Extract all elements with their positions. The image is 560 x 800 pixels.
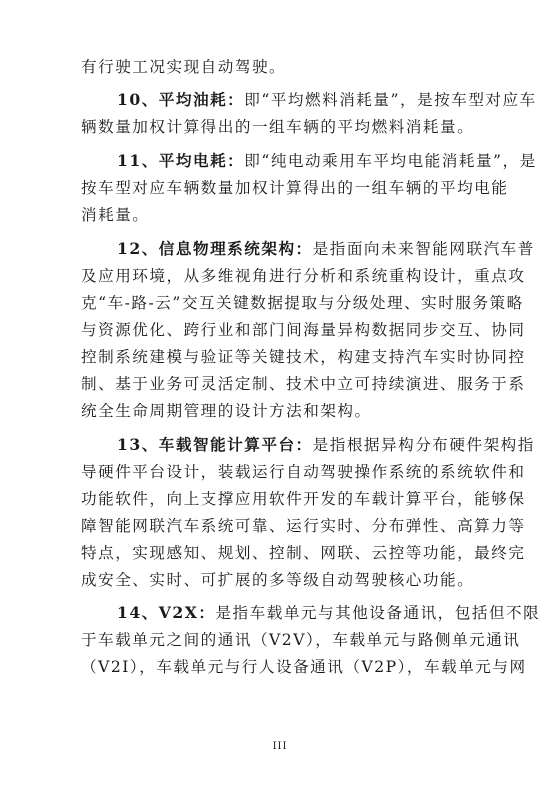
item-12-line bbox=[0, 401, 560, 421]
item-12-line bbox=[0, 320, 560, 340]
page-number: III bbox=[272, 741, 288, 752]
item-13-line bbox=[0, 462, 560, 482]
body-text: 及应用环境，从多维视角进行分析和系统重构设计，重点攻 bbox=[81, 267, 526, 285]
body-text: 障智能网联汽车系统可靠、运行实时、分布弹性、高算力等 bbox=[81, 517, 526, 535]
item-12-line bbox=[0, 374, 560, 394]
body-text: 有行驶工况实现自动驾驶。 bbox=[81, 58, 287, 76]
item-12-first-line bbox=[0, 239, 560, 259]
body-text: 成安全、实时、可扩展的多等级自动驾驶核心功能。 bbox=[81, 571, 475, 589]
body-text: 按车型对应车辆数量加权计算得出的一组车辆的平均电能 bbox=[81, 179, 509, 197]
body-text: 即“纯电动乘用车平均电能消耗量”，是 bbox=[244, 152, 537, 170]
term-title: 12、信息物理系统架构： bbox=[117, 239, 313, 258]
term-title: 13、车载智能计算平台： bbox=[117, 435, 313, 454]
term-title: 11、平均电耗： bbox=[117, 151, 245, 170]
item-12-line bbox=[0, 293, 560, 313]
intro-line bbox=[0, 57, 560, 77]
item-11-line bbox=[0, 178, 560, 198]
item-12-line bbox=[0, 266, 560, 286]
body-text: 与资源优化、跨行业和部门间海量异构数据同步交互、协同 bbox=[81, 321, 526, 339]
body-text: 控制系统建模与验证等关键技术，构建支持汽车实时协同控 bbox=[81, 348, 526, 366]
body-text: 于车载单元之间的通讯（V2V），车载单元与路侧单元通讯 bbox=[81, 631, 521, 649]
body-text: 制、基于业务可灵活定制、技术中立可持续演进、服务于系 bbox=[81, 375, 526, 393]
body-text: 是指根据异构分布硬件架构指 bbox=[312, 436, 535, 454]
item-13-line bbox=[0, 543, 560, 563]
item-14-line bbox=[0, 657, 560, 677]
item-11-line bbox=[0, 205, 560, 225]
term-title: 14、V2X： bbox=[117, 603, 216, 622]
body-text: 统全生命周期管理的设计方法和架构。 bbox=[81, 402, 372, 420]
item-12-line bbox=[0, 347, 560, 367]
item-11-first-line bbox=[0, 151, 560, 171]
item-14-line bbox=[0, 630, 560, 650]
item-13-line bbox=[0, 516, 560, 536]
body-text: 辆数量加权计算得出的一组车辆的平均燃料消耗量。 bbox=[81, 118, 475, 136]
body-text: 特点，实现感知、规划、控制、网联、云控等功能，最终完 bbox=[81, 544, 526, 562]
item-13-line bbox=[0, 489, 560, 509]
body-text: 是指面向未来智能网联汽车普 bbox=[312, 240, 535, 258]
body-text: 即“平均燃料消耗量”，是按车型对应车 bbox=[244, 91, 537, 109]
body-text: 功能软件，向上支撑应用软件开发的车载计算平台，能够保 bbox=[81, 490, 526, 508]
item-10-line bbox=[0, 117, 560, 137]
body-text: 克“车-路-云”交互关键数据提取与分级处理、实时服务策略 bbox=[81, 294, 524, 312]
item-10-first-line bbox=[0, 90, 560, 110]
item-13-line bbox=[0, 570, 560, 590]
body-text: 消耗量。 bbox=[81, 206, 150, 224]
body-text: （V2I），车载单元与行人设备通讯（V2P），车载单元与网 bbox=[81, 658, 527, 676]
item-13-first-line bbox=[0, 435, 560, 455]
body-text: 是指车载单元与其他设备通讯，包括但不限 bbox=[215, 604, 541, 622]
term-title: 10、平均油耗： bbox=[117, 90, 245, 109]
body-text: 导硬件平台设计，装载运行自动驾驶操作系统的系统软件和 bbox=[81, 463, 526, 481]
item-14-first-line bbox=[0, 603, 560, 623]
